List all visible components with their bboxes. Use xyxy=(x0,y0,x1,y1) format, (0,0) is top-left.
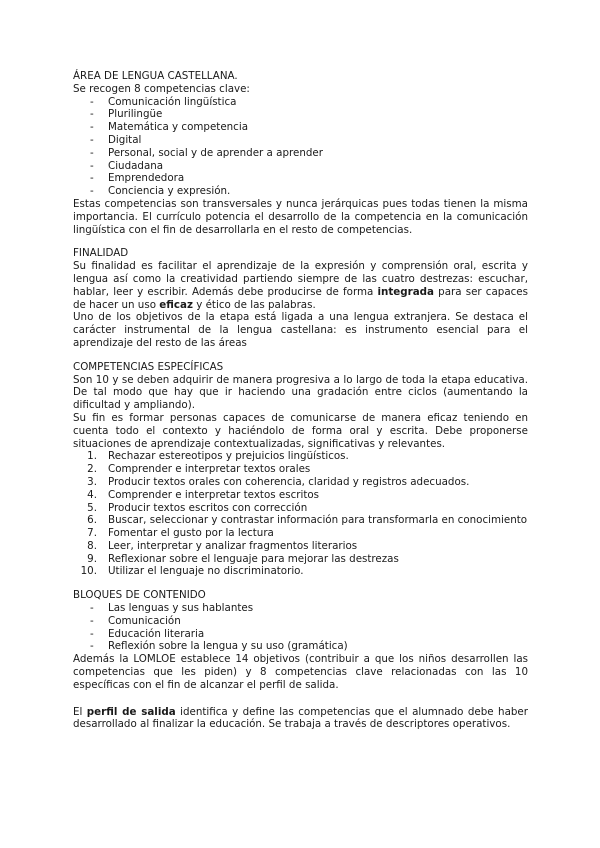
bold-integrada: integrada xyxy=(377,285,434,298)
bold-eficaz: eficaz xyxy=(159,298,193,311)
list-item: - Las lenguas y sus hablantes xyxy=(73,602,528,615)
list-item: 6. Buscar, seleccionar y contrastar información para transformarla en conocimiento xyxy=(87,514,528,527)
bold-perfil-de-salida: perfil de salida xyxy=(86,705,176,718)
list-item: 3. Producir textos orales con coherencia, claridad y registros adecuados. xyxy=(87,475,470,488)
list-item: - Educación literaria xyxy=(73,628,528,641)
list-item: 8. Leer, interpretar y analizar fragmentos literarios xyxy=(87,539,358,552)
list-item: - Comunicación xyxy=(73,615,528,628)
key-competences-intro: Se recogen 8 competencias clave: xyxy=(73,82,250,95)
list-item: - Personal, social y de aprender a aprender xyxy=(73,147,528,160)
perfil-salida-paragraph: El perfil de salida identifica y define las competencias que el alumnado debe haber desarrollado al finalizar la educación. Se trabaja a través de descriptores operativos. xyxy=(73,705,528,731)
finalidad-paragraph: Su finalidad es facilitar el aprendizaje de la expresión y comprensión oral, escrita y lengua así como la creatividad partiendo siempre de las cuatro destrezas: escuchar, hablar, leer y escribir. Además debe producirse de forma integrada para ser capaces de hacer un uso eficaz y ético de las palabras. xyxy=(73,260,528,311)
finalidad-heading: FINALIDAD xyxy=(73,247,129,260)
list-item: - Comunicación lingüística xyxy=(73,96,528,109)
list-item: 7. Fomentar el gusto por la lectura xyxy=(87,527,274,540)
list-item: - Ciudadana xyxy=(73,160,528,173)
list-item: 10. Utilizar el lenguaje no discriminatorio. xyxy=(80,565,304,578)
transversal-paragraph: Estas competencias son transversales y nunca jerárquicas pues todas tienen la misma importancia. El currículo potencia el desarrollo de la competencia en la comunicación lingüística con el fin de desarrollarla en el resto de competencias. xyxy=(73,197,528,236)
bloques-heading: BLOQUES DE CONTENIDO xyxy=(73,589,206,602)
especificas-paragraph-2: Su fin es formar personas capaces de comunicarse de manera eficaz teniendo en cuenta todo el contexto y haciéndolo de forma oral y escrita. Debe proponerse situaciones de aprendizaje contextualizadas, significativas y relevantes. xyxy=(73,411,528,450)
list-item: - Matemática y competencia xyxy=(73,121,528,134)
document-content xyxy=(73,70,528,731)
especificas-paragraph-1: Son 10 y se deben adquirir de manera progresiva a lo largo de toda la etapa educativa. De tal modo que hay que ir haciendo una gradación entre ciclos (aumentando la dificultad y ampliando). xyxy=(73,373,528,412)
competencias-especificas-heading: COMPETENCIAS ESPECÍFICAS xyxy=(73,360,224,373)
objetivos-paragraph: Uno de los objetivos de la etapa está ligada a una lengua extranjera. Se destaca el carácter instrumental de la lengua castellana: es instrumento esencial para el aprendizaje del resto de las áreas xyxy=(73,311,528,349)
list-item: - Conciencia y expresión. xyxy=(73,185,528,198)
specific-competences-list xyxy=(73,450,528,578)
list-item: - Reflexión sobre la lengua y su uso (gramática) xyxy=(73,640,528,653)
area-title: ÁREA DE LENGUA CASTELLANA. xyxy=(73,70,238,82)
list-item: 5. Producir textos escritos con corrección xyxy=(87,501,308,514)
list-item: 1. Rechazar estereotipos y prejuicios lingüísticos. xyxy=(87,450,349,463)
list-item: 9. Reflexionar sobre el lenguaje para mejorar las destrezas xyxy=(87,552,399,565)
key-competences-list xyxy=(73,96,528,198)
list-item: 4. Comprender e interpretar textos escritos xyxy=(87,488,320,501)
list-item: - Emprendedora xyxy=(73,172,528,185)
list-item: 2. Comprender e interpretar textos orales xyxy=(87,463,311,476)
lomloe-paragraph: Además la LOMLOE establece 14 objetivos (contribuir a que los niños desarrollen las competencias que les piden) y 8 competencias clave relacionadas con las 10 específicas con el fin de alcanzar el perfil de salida. xyxy=(73,653,528,691)
list-item: - Digital xyxy=(73,134,528,147)
list-item: - Plurilingüe xyxy=(73,108,528,121)
content-blocks-list xyxy=(73,602,528,653)
